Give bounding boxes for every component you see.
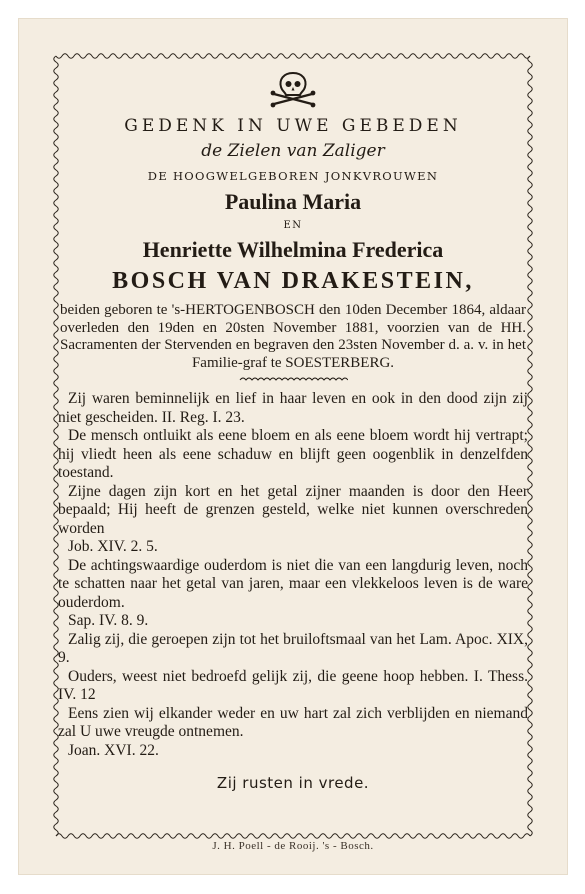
title-line: DE HOOGWELGEBOREN JONKVROUWEN bbox=[147, 169, 439, 183]
conjunction: EN bbox=[283, 220, 303, 231]
closing-line: Zij rusten in vrede. bbox=[216, 774, 370, 792]
biography-text: beiden geboren te 's-HERTOGENBOSCH den 10den December 1864, aldaar overleden den 19den en 20sten November 1881, voorzien van de HH. Sacramenten der Stervenden en begraven den 23sten November d. a. v. in het Familie-graf te SOESTERBERG. bbox=[60, 302, 526, 371]
verse-paragraph: Zijne dagen zijn kort en het getal zijner maanden is door den Heer bepaald; Hij heeft de grenzen gesteld, welke niet kunnen overschreden worden Job. XIV. 2. 5. bbox=[58, 482, 528, 555]
memorial-card bbox=[18, 18, 568, 875]
verse-paragraph: De mensch ontluikt als eene bloem en als eene bloem wordt hij vertrapt; hij vliedt heen als eene schaduw en blijft geen oogenblik in denzelfden toestand. bbox=[58, 427, 528, 481]
verse-paragraph: Zij waren beminnelijk en lief in haar leven en ook in den dood zijn zij niet gescheiden. II. Reg. I. 23. bbox=[58, 390, 528, 426]
verse-paragraph: De achtingswaardige ouderdom is niet die van een langdurig leven, noch te schatten naar het getal van jaren, maar een vlekkeloos leven is de ware ouderdom. Sap. IV. 8. 9. bbox=[58, 556, 528, 629]
first-name: Paulina Maria bbox=[224, 189, 362, 214]
ornament-divider-icon bbox=[238, 376, 348, 384]
script-line: de Zielen van Zaliger bbox=[201, 141, 385, 161]
scripture-verses bbox=[58, 390, 528, 760]
second-name: Henriette Wilhelmina Frederica bbox=[142, 237, 444, 262]
printer-credit: J. H. Poell - de Rooij. 's - Bosch. bbox=[212, 840, 374, 852]
verse-paragraph: Eens zien wij elkander weder en uw hart zal zich verblijden en niemand zal U uwe vreugde ontnemen. Joan. XVI. 22. bbox=[58, 704, 528, 759]
verse-paragraph: Zalig zij, die geroepen zijn tot het bruiloftsmaal van het Lam. Apoc. XIX, 9. bbox=[58, 630, 528, 666]
skull-crossbones-icon bbox=[268, 70, 318, 108]
verse-paragraph: Ouders, weest niet bedroefd gelijk zij, die geene hoop hebben. I. Thess. IV. 12 bbox=[58, 667, 528, 703]
heading: GEDENK IN UWE GEBEDEN bbox=[124, 116, 462, 136]
family-name: BOSCH VAN DRAKESTEIN, bbox=[112, 268, 474, 294]
